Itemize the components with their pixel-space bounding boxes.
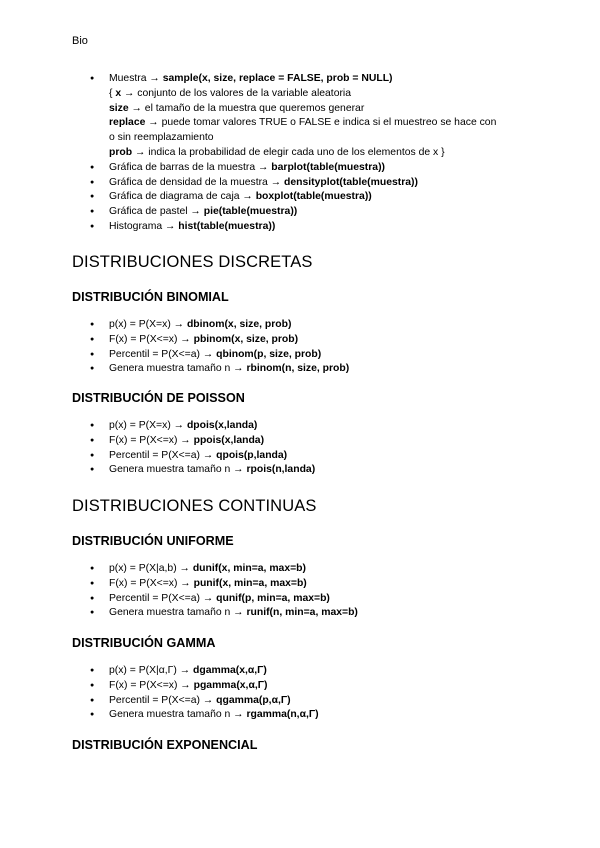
gamma-list [72,664,542,723]
list-item: ● Histograma → hist(table(muestra)) [72,220,542,235]
r-function: ppois(x,landa) [193,434,265,446]
r-function: sample(x, size, replace = FALSE, prob = NULL) [162,73,393,84]
r-function: dunif(x, min=a, max=b) [192,563,306,574]
list-item: ● Gráfica de barras de la muestra → barplot(table(muestra)) [72,161,542,176]
r-function: dgamma(x,α,Γ) [193,665,267,676]
subheading-binomial: DISTRIBUCIÓN BINOMIAL [72,290,229,304]
r-function: rgamma(n,α,Γ) [246,709,319,721]
r-function: hist(table(muestra)) [178,220,276,232]
subheading-gamma: DISTRIBUCIÓN GAMMA [72,636,216,650]
r-function: rbinom(n, size, prob) [246,363,350,375]
r-function: barplot(table(muestra)) [271,161,386,173]
r-function: boxplot(table(muestra)) [255,191,372,203]
list-item: ● Genera muestra tamaño n → rbinom(n, size, prob) [72,362,542,377]
list-item: ● p(x) = P(X=x) → dpois(x,landa) [72,419,542,434]
list-item: ● p(x) = P(X|α,Γ) → dgamma(x,α,Γ) [72,664,542,679]
subheading-poisson: DISTRIBUCIÓN DE POISSON [72,391,245,405]
r-function: rpois(n,landa) [246,464,316,476]
list-item: ● p(x) = P(X|a,b) → dunif(x, min=a, max=b) [72,562,542,577]
r-function: runif(n, min=a, max=b) [246,607,358,619]
list-item: ● Percentil = P(X<=a) → qunif(p, min=a, max=b) [72,592,542,607]
list-item: { x → conjunto de los valores de la variable aleatoria [109,87,352,99]
r-function: qgamma(p,α,Γ) [216,694,291,706]
list-item: replace → puede tomar valores TRUE o FALSE e indica si el muestreo se hace con [109,117,497,129]
subheading-uniforme: DISTRIBUCIÓN UNIFORME [72,534,234,548]
list-item: ● F(x) = P(X<=x) → pgamma(x,α,Γ) [72,679,542,694]
list-item: ● Gráfica de densidad de la muestra → densityplot(table(muestra)) [72,176,542,191]
list-item: ● Genera muestra tamaño n → rpois(n,landa) [72,463,542,478]
list-item: ● Percentil = P(X<=a) → qgamma(p,α,Γ) [72,694,542,709]
r-argument: replace [109,117,146,129]
list-item: ● F(x) = P(X<=x) → punif(x, min=a, max=b) [72,577,542,592]
r-function: dbinom(x, size, prob) [186,319,292,330]
subheading-exponencial: DISTRIBUCIÓN EXPONENCIAL [72,738,258,752]
list-item: ● p(x) = P(X=x) → dbinom(x, size, prob) [72,318,542,333]
list-item: size → el tamaño de la muestra que queremos generar [109,102,365,114]
list-item: ● F(x) = P(X<=x) → pbinom(x, size, prob) [72,333,542,348]
r-function: qpois(p,landa) [216,449,288,461]
r-function: qbinom(p, size, prob) [216,348,322,360]
r-function: densityplot(table(muestra)) [284,176,418,188]
list-item: o sin reemplazamiento [109,132,214,144]
r-function: pie(table(muestra)) [203,206,298,218]
section-heading-continuas: DISTRIBUCIONES CONTINUAS [72,497,317,515]
list-item: ● Percentil = P(X<=a) → qbinom(p, size, prob) [72,348,542,363]
r-argument: x [115,87,122,99]
r-function: pbinom(x, size, prob) [193,333,299,345]
list-item: prob → indica la probabilidad de elegir cada uno de los elementos de x } [109,146,445,158]
page-header: Bio [72,35,88,47]
intro-list [72,72,542,235]
r-argument: prob [109,146,133,158]
list-item: ● Percentil = P(X<=a) → qpois(p,landa) [72,449,542,464]
list-item: ● F(x) = P(X<=x) → ppois(x,landa) [72,434,542,449]
r-function: pgamma(x,α,Γ) [193,679,268,691]
r-function: dpois(x,landa) [186,420,258,431]
section-heading-discretas: DISTRIBUCIONES DISCRETAS [72,253,313,271]
binomial-list [72,318,542,377]
list-item: ● Genera muestra tamaño n → runif(n, min=a, max=b) [72,606,542,621]
poisson-list [72,419,542,478]
list-item: ● Muestra → sample(x, size, replace = FALSE, prob = NULL) [72,72,542,87]
list-item: ● Gráfica de pastel → pie(table(muestra)) [72,205,542,220]
r-function: punif(x, min=a, max=b) [193,577,307,589]
list-item: ● Genera muestra tamaño n → rgamma(n,α,Γ) [72,708,542,723]
r-argument: size [109,102,129,114]
uniforme-list [72,562,542,621]
r-function: qunif(p, min=a, max=b) [216,592,330,604]
list-item: ● Gráfica de diagrama de caja → boxplot(table(muestra)) [72,190,542,205]
